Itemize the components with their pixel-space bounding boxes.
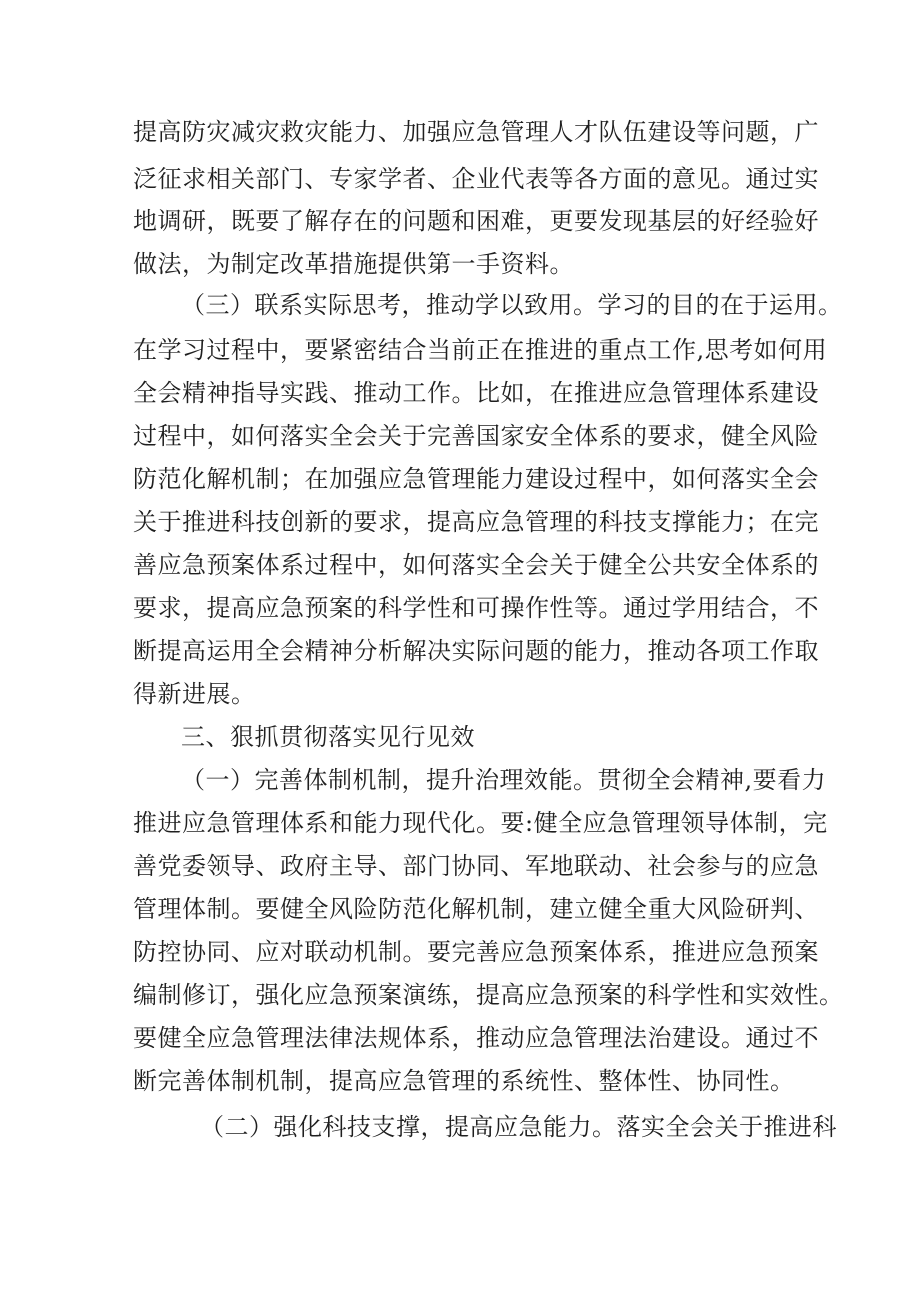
text-line: 要健全应急管理法律法规体系，推动应急管理法治建设。通过不 xyxy=(133,1024,819,1052)
text-line: 善应急预案体系过程中，如何落实全会关于健全公共安全体系的 xyxy=(133,551,819,579)
text-line: 管理体制。要健全风险防范化解机制，建立健全重大风险研判、 xyxy=(133,895,819,923)
text-line: 要求，提高应急预案的科学性和可操作性等。通过学用结合，不 xyxy=(133,594,819,622)
text-line: 善党委领导、政府主导、部门协同、军地联动、社会参与的应急 xyxy=(133,852,819,880)
text-line: 过程中，如何落实全会关于完善国家安全体系的要求，健全风险 xyxy=(133,422,819,450)
text-line: 地调研，既要了解存在的问题和困难，更要发现基层的好经验好 xyxy=(133,207,819,235)
text-line: 全会精神指导实践、推动工作。比如，在推进应急管理体系建设 xyxy=(133,379,819,407)
text-line: 提高防灾减灾救灾能力、加强应急管理人才队伍建设等问题，广 xyxy=(133,118,819,146)
text-line: 在学习过程中，要紧密结合当前正在推进的重点工作,思考如何用 xyxy=(133,336,828,364)
text-line: 断完善体制机制，提高应急管理的系统性、整体性、协同性。 xyxy=(133,1067,795,1095)
text-line: 编制修订，强化应急预案演练，提高应急预案的科学性和实效性。 xyxy=(133,981,844,1009)
text-line: 泛征求相关部门、专家学者、企业代表等各方面的意见。通过实 xyxy=(133,165,819,193)
text-line: 防范化解机制；在加强应急管理能力建设过程中，如何落实全会 xyxy=(133,465,819,493)
paragraph-heading: （二）强化科技支撑，提高应急能力。落实全会关于推进科 xyxy=(200,1113,837,1141)
text-line: 防控协同、应对联动机制。要完善应急预案体系，推进应急预案 xyxy=(133,938,819,966)
paragraph-heading: （一）完善体制机制，提升治理效能。贯彻全会精神,要看力 xyxy=(181,766,827,794)
paragraph-heading: （三）联系实际思考，推动学以致用。学习的目的在于运用。 xyxy=(181,291,843,319)
text-line: 得新进展。 xyxy=(133,680,256,708)
section-heading: 三、狠抓贯彻落实见行见效 xyxy=(181,723,475,751)
text-line: 做法，为制定改革措施提供第一手资料。 xyxy=(133,250,574,278)
text-line: 断提高运用全会精神分析解决实际问题的能力，推动各项工作取 xyxy=(133,637,819,665)
text-line: 推进应急管理体系和能力现代化。要:健全应急管理领导体制，完 xyxy=(133,809,828,837)
text-line: 关于推进科技创新的要求，提高应急管理的科技支撑能力；在完 xyxy=(133,508,819,536)
